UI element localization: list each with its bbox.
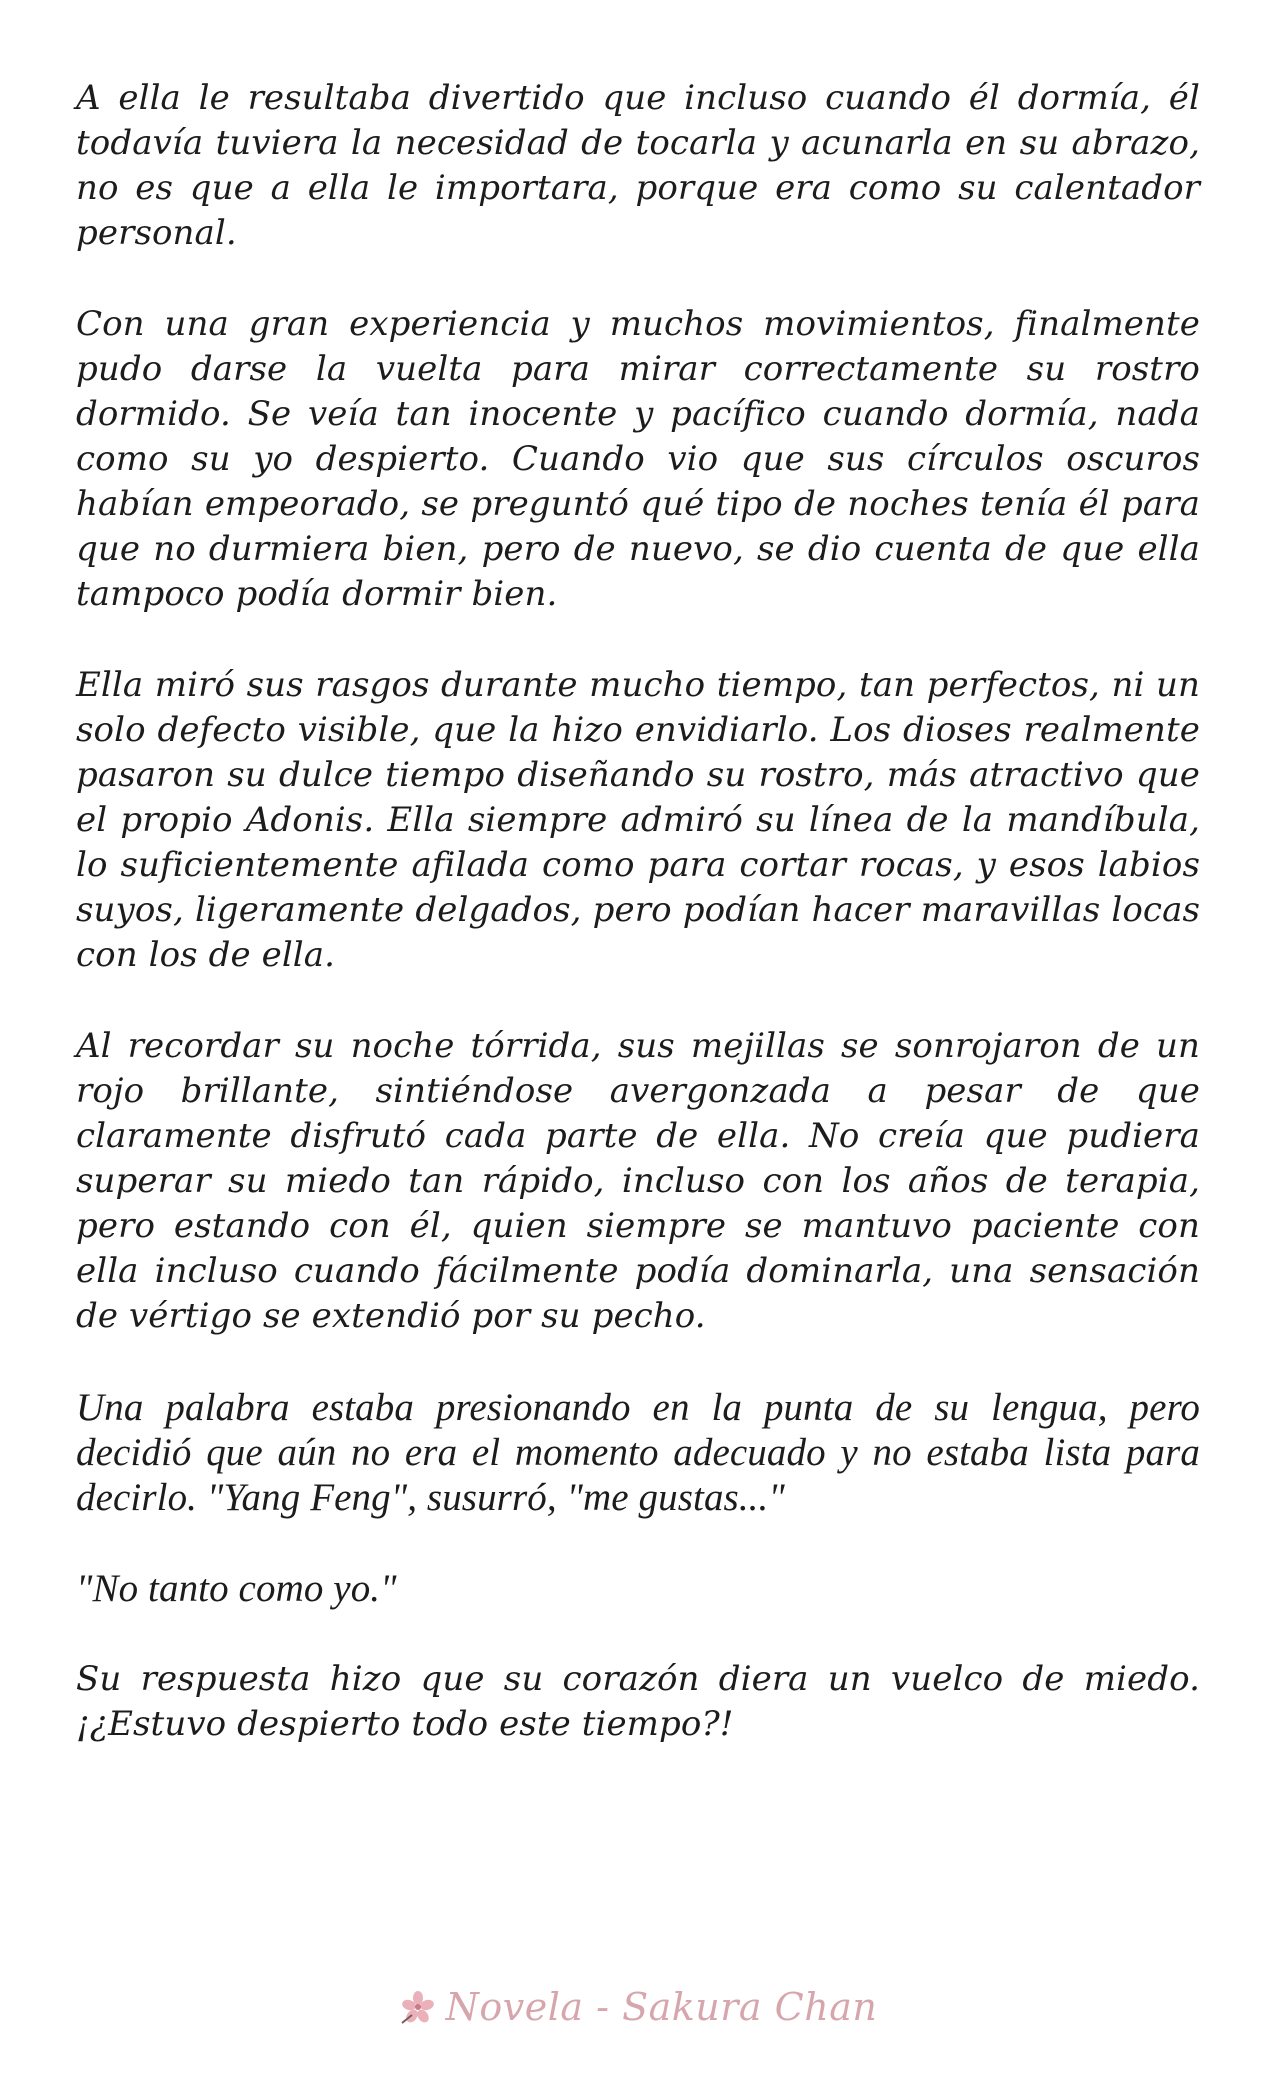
paragraph-4: Al recordar su noche tórrida, sus mejillas se sonrojaron de un rojo brillante, sintiéndose avergonzada a pesar de que claramente disfrutó cada parte de ella. No creía que pudiera superar su miedo tan rápido, incluso con los años de terapia, pero estando con él, quien siempre se mantuvo paciente con ella incluso cuando fácilmente podía dominarla, una sensación de vértigo se extendió por su pecho.: [76, 1026, 1200, 1336]
paragraph-1: A ella le resultaba divertido que incluso cuando él dormía, él todavía tuviera la necesidad de tocarla y acunarla en su abrazo, no es que a ella le importara, porque era como su calentador personal.: [76, 78, 1200, 253]
cherry-blossom-icon: [398, 1987, 438, 2027]
paragraph-6: "No tanto como yo.": [76, 1567, 397, 1610]
paragraph-7: Su respuesta hizo que su corazón diera un vuelco de miedo. ¡¿Estuvo despierto todo este tiempo?!: [76, 1659, 1200, 1744]
watermark-text: Novela - Sakura Chan: [445, 1985, 878, 2029]
paragraph-5: Una palabra estaba presionando en la punta de su lengua, pero decidió que aún no era el momento adecuado y no estaba lista para decirlo. "Yang Feng", susurró, "me gustas...": [76, 1386, 1200, 1519]
story-text: [76, 76, 1200, 1793]
paragraph-2: Con una gran experiencia y muchos movimientos, finalmente pudo darse la vuelta para mirar correctamente su rostro dormido. Se veía tan inocente y pacífico cuando dormía, nada como su yo despierto. Cuando vio que sus círculos oscuros habían empeorado, se preguntó qué tipo de noches tenía él para que no durmiera bien, pero de nuevo, se dio cuenta de que ella tampoco podía dormir bien.: [76, 304, 1200, 614]
watermark: [0, 1985, 1275, 2029]
paragraph-3: Ella miró sus rasgos durante mucho tiempo, tan perfectos, ni un solo defecto visible, que la hizo envidiarlo. Los dioses realmente pasaron su dulce tiempo diseñando su rostro, más atractivo que el propio Adonis. Ella siempre admiró su línea de la mandíbula, lo suficientemente afilada como para cortar rocas, y esos labios suyos, ligeramente delgados, pero podían hacer maravillas locas con los de ella.: [76, 665, 1200, 975]
